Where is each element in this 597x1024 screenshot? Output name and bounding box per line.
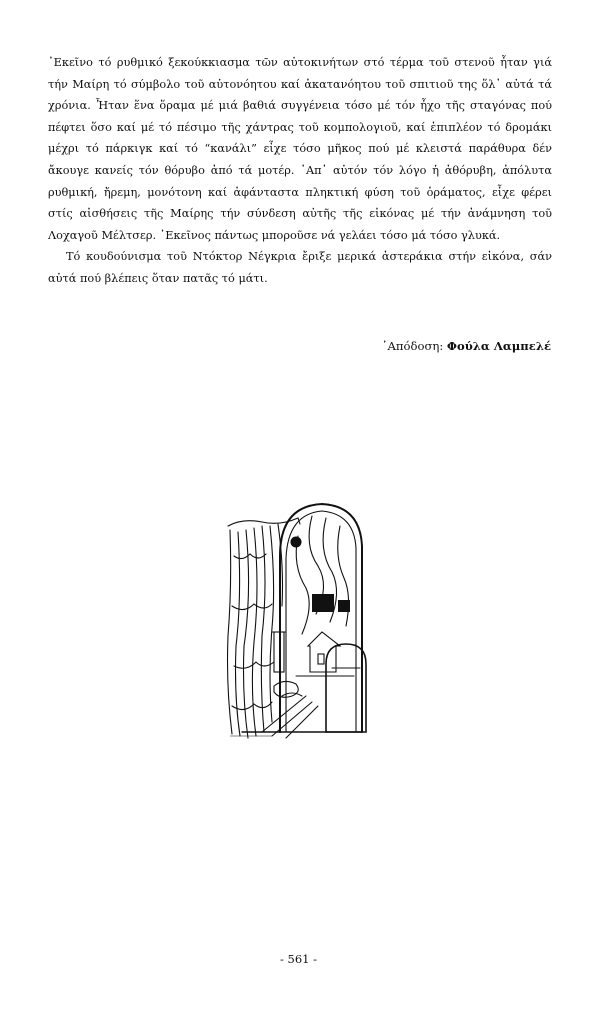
- sketch-drawing: [222, 496, 378, 752]
- translation-credit: [382, 339, 551, 353]
- credit-label: ᾿Απόδοση:: [381, 339, 444, 353]
- body-text: [48, 52, 552, 290]
- ink-illustration: [222, 496, 378, 752]
- paragraph-2: Τό κουδούνισμα τοῦ Ντόκτορ Νέγκρια ἔριξε μερικά ἀστεράκια στήν εἰκόνα, σάν αὐτά πού βλέπεις ὅταν πατᾶς τό μάτι.: [48, 250, 552, 285]
- page-number: - 561 -: [279, 952, 318, 966]
- paragraph-1: ᾿Εκεῖνο τό ρυθμικό ξεκούκκιασμα τῶν αὐτοκινήτων στό τέρμα τοῦ στενοῦ ἦταν γιά τήν Μαίρη τό σύμβολο τοῦ αὐτονόητου καί ἀκατανόητου τοῦ σπιτιοῦ της ὅλ᾿ αὐτά τά χρόνια. Ἦταν ἕνα ὅραμα μέ μιά βαθιά συγγένεια τόσο μέ τόν ἦχο τῆς σταγόνας πού πέφτει ὅσο καί μέ τό πέσιμο τῆς χάντρας τοῦ κομπολογιοῦ, καί ἐπιπλέον τό δρομάκι μέχρι τό πάρκιγκ καί τό “κανάλι” εἶχε τόσο μῆκος πού μέ κλειστά παράθυρα δέν ἄκουγε κανείς τόν θόρυβο ἀπό τά μοτέρ. ᾿Απ᾿ αὐτόν τόν λόγο ἡ ἀθόρυβη, ἀπόλυτα ρυθμική, ἤρεμη, μονότονη καί ἀφάνταστα πληκτική φύση τοῦ ὁράματος, εἶχε φέρει στίς αἰσθήσεις τῆς Μαίρης τήν σύνδεση αὐτῆς τῆς εἰκόνας μέ τήν ἀνάμνηση τοῦ Λοχαγοῦ Μέλτσερ. ᾿Εκεῖνος πάντως μποροῦσε νά γελάει τόσο μά τόσο γλυκά.: [48, 56, 552, 242]
- translator-name: Φούλα Λαμπελέ: [446, 339, 551, 353]
